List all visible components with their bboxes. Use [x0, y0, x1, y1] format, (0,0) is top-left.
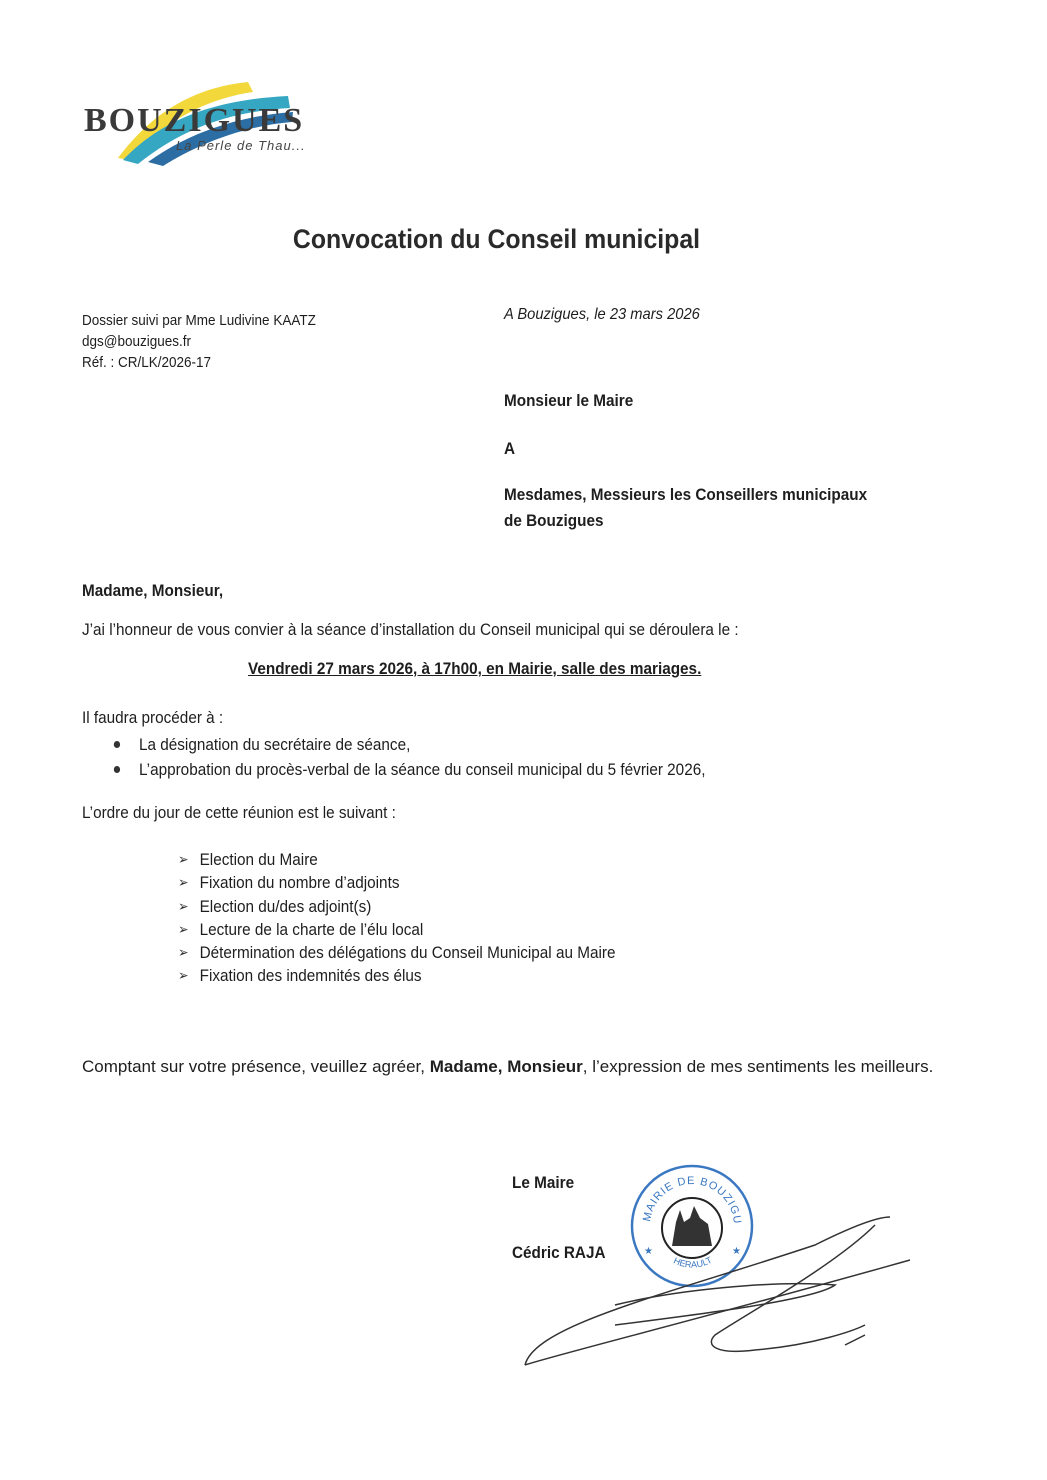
agenda-text: Lecture de la charte de l’élu local [199, 919, 424, 939]
agenda-item [178, 941, 615, 964]
procedures-intro: Il faudra procéder à : [82, 708, 224, 727]
agenda-text: Détermination des délégations du Conseil Municipal au Maire [199, 943, 616, 963]
signature-name: Cédric RAJA [512, 1243, 606, 1262]
arrow-bullet-icon: ➢ [178, 967, 189, 984]
salutation: Madame, Monsieur, [82, 581, 224, 600]
closing-paragraph [82, 1054, 992, 1080]
stamp-top-text: MAIRIE DE BOUZIGU [641, 1174, 744, 1226]
arrow-bullet-icon: ➢ [178, 897, 189, 914]
bullet-icon [114, 766, 120, 773]
agenda-text: Fixation du nombre d’adjoints [199, 873, 400, 893]
arrow-bullet-icon: ➢ [178, 874, 189, 891]
reference-line: Réf. : CR/LK/2026-17 [82, 354, 212, 371]
arrow-bullet-icon: ➢ [178, 851, 189, 867]
agenda-item [178, 895, 615, 918]
procedures-list [112, 732, 771, 782]
arrow-bullet-icon: ➢ [178, 944, 189, 961]
handwritten-signature [515, 1205, 915, 1370]
agenda-item [178, 918, 615, 941]
procedure-text: L’approbation du procès-verbal de la séance du conseil municipal du 5 février 2026, [139, 760, 706, 779]
logo-tagline: La Perle de Thau... [176, 138, 306, 153]
dossier-line: Dossier suivi par Mme Ludivine KAATZ [82, 312, 316, 329]
list-item [112, 732, 705, 757]
addressee-line2: de Bouzigues [504, 511, 604, 530]
sender-email: dgs@bouzigues.fr [82, 333, 192, 350]
intro-paragraph: J’ai l’honneur de vous convier à la séance d’installation du Conseil municipal qui se déroulera le : [82, 620, 739, 639]
closing-part1: Comptant sur votre présence, veuillez agréer, [82, 1057, 430, 1076]
agenda-text: Fixation des indemnités des élus [199, 966, 422, 986]
recipient-to: A [504, 439, 516, 458]
agenda-item [178, 848, 615, 871]
agenda-intro: L’ordre du jour de cette réunion est le suivant : [82, 803, 396, 822]
svg-text:★: ★ [644, 1246, 653, 1257]
svg-text:★: ★ [732, 1246, 741, 1257]
page-title: Convocation du Conseil municipal [292, 224, 701, 254]
agenda-text: Election du Maire [199, 850, 318, 869]
agenda-item [178, 964, 615, 987]
agenda-text: Election du/des adjoint(s) [199, 896, 372, 916]
bullet-icon [114, 741, 120, 748]
procedure-text: La désignation du secrétaire de séance, [139, 735, 411, 754]
list-item [112, 757, 705, 782]
stamp-bottom-text: HERAULT [672, 1254, 714, 1270]
agenda-item [178, 871, 615, 894]
logo-name: BOUZIGUES [84, 102, 305, 139]
bouzigues-logo [78, 78, 328, 168]
closing-bold: Madame, Monsieur [429, 1057, 583, 1076]
agenda-list [178, 848, 664, 988]
meeting-details: Vendredi 27 mars 2026, à 17h00, en Mairie, salle des mariages. [248, 659, 702, 678]
sender-block [82, 310, 342, 373]
arrow-bullet-icon: ➢ [178, 920, 189, 937]
closing-part2: , l’expression de mes sentiments les meilleurs. [582, 1057, 934, 1076]
place-date: A Bouzigues, le 23 mars 2026 [504, 306, 700, 323]
signature-role: Le Maire [512, 1173, 575, 1192]
recipient-from: Monsieur le Maire [504, 391, 634, 410]
addressee-line1: Mesdames, Messieurs les Conseillers municipaux [504, 485, 868, 504]
